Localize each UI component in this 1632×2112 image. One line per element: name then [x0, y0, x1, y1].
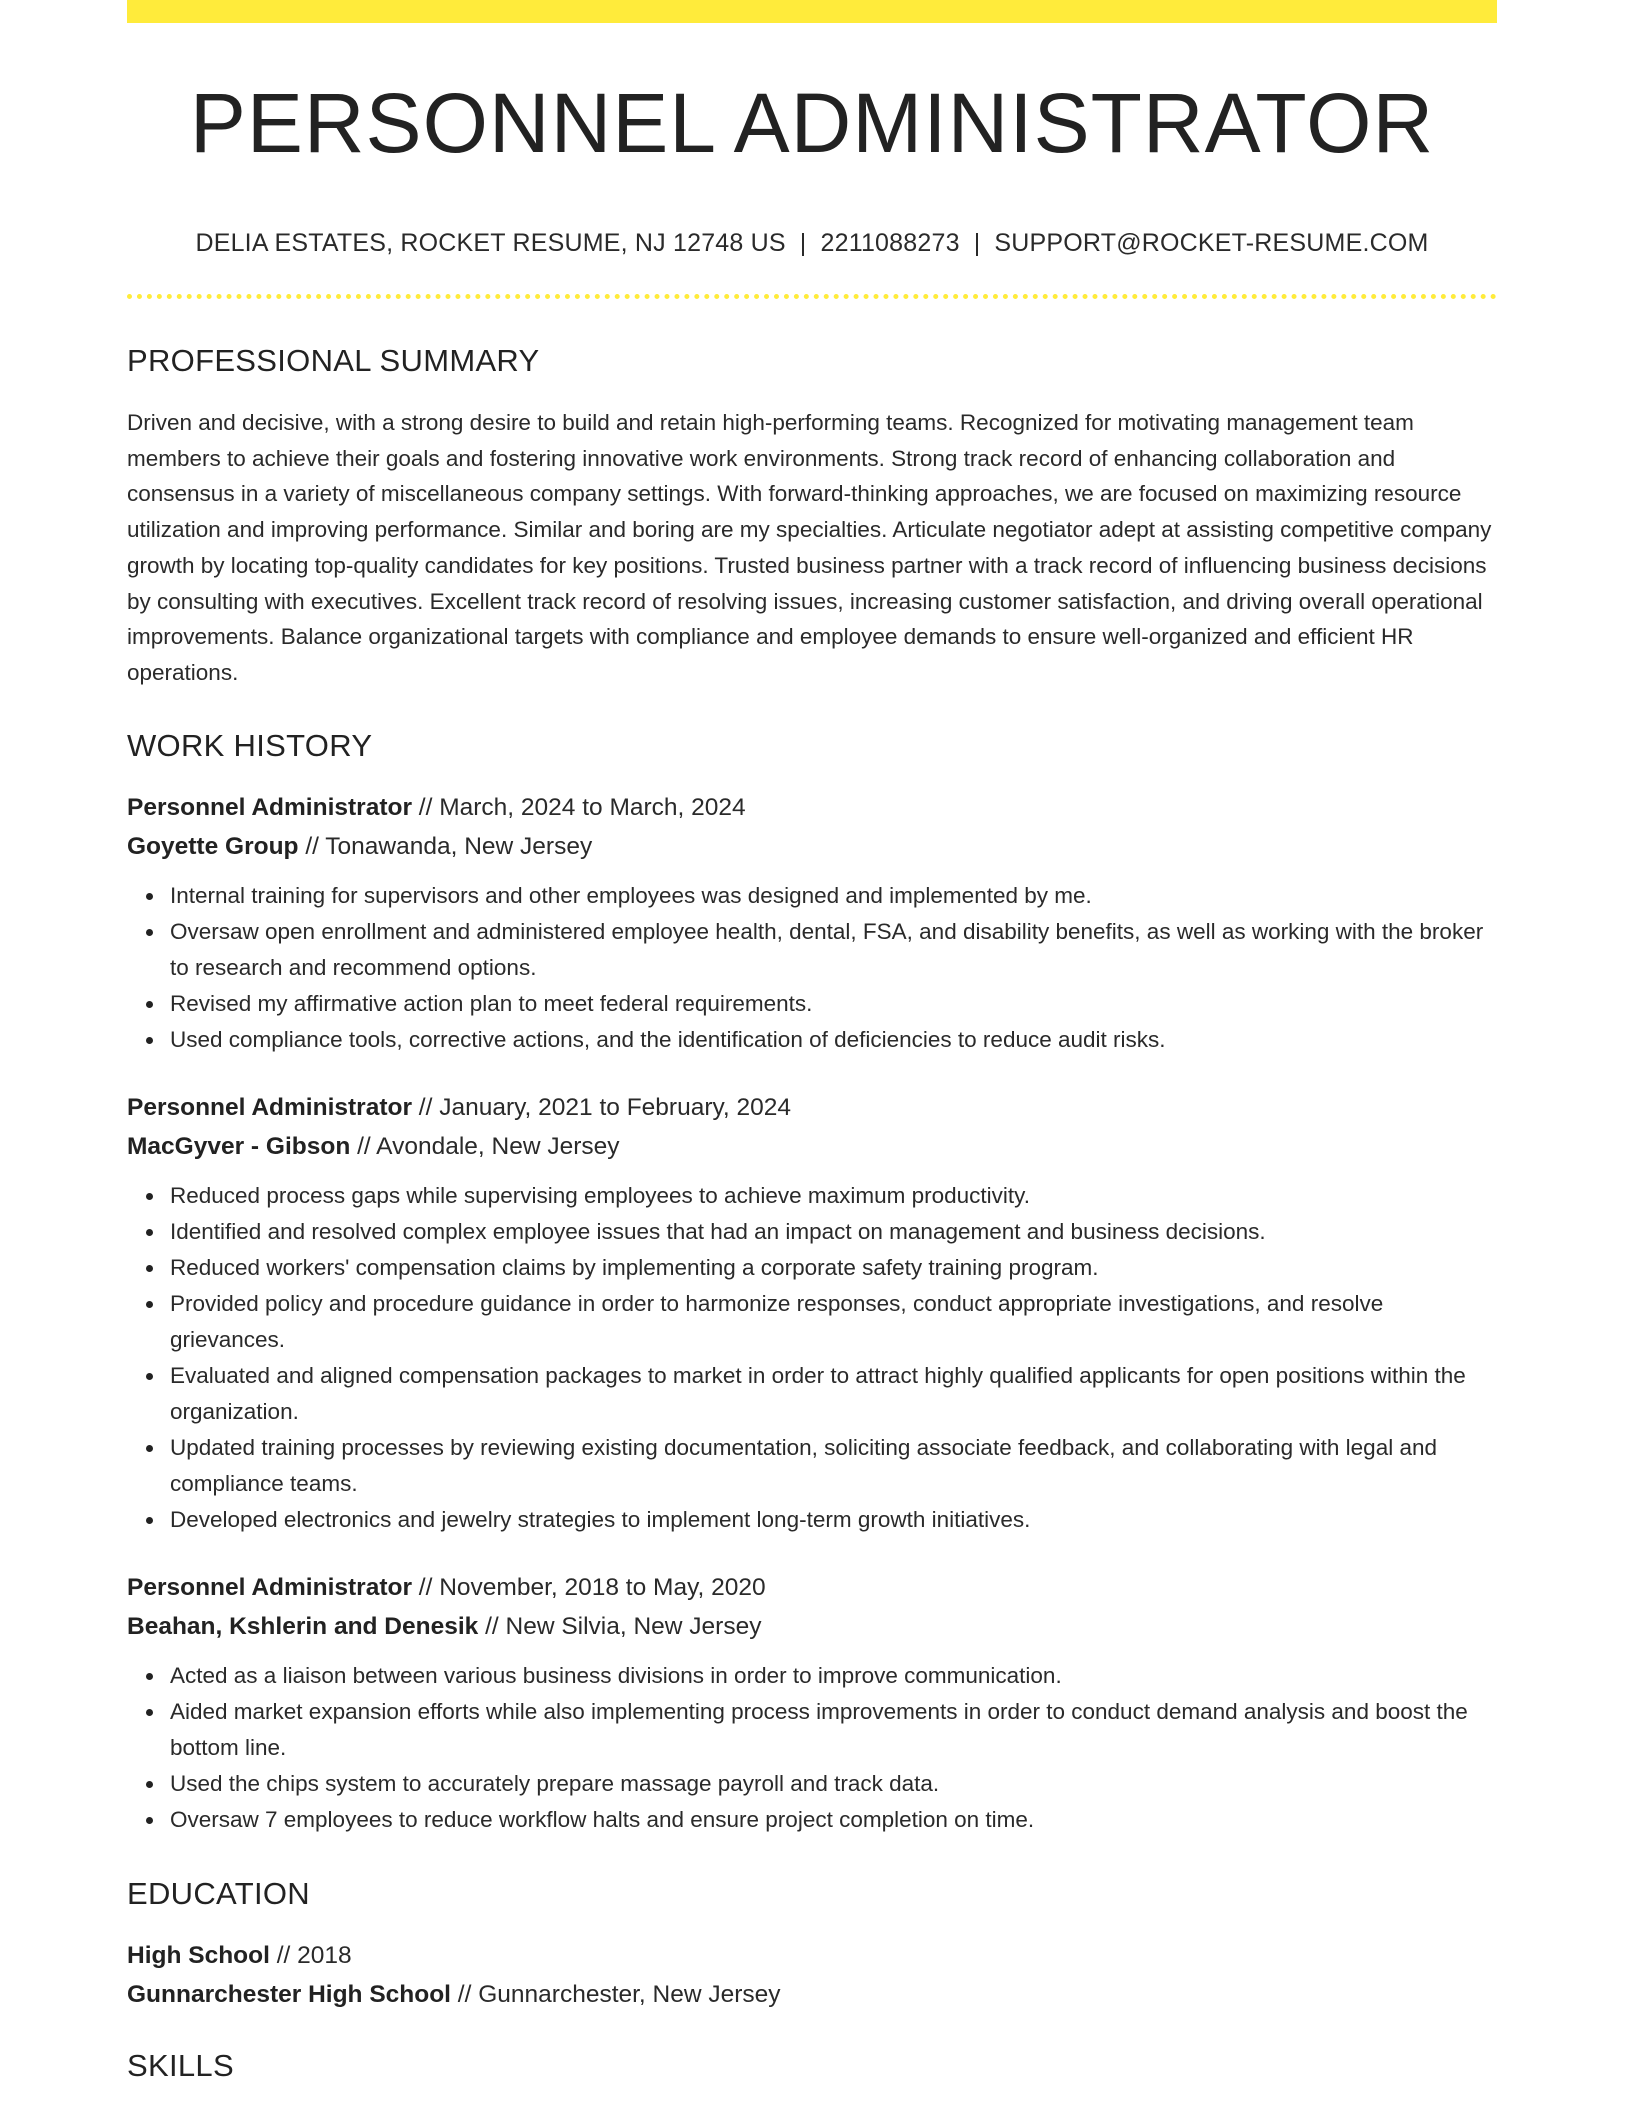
contact-line [127, 229, 1497, 258]
job-location: // Tonawanda, New Jersey [298, 832, 593, 860]
job-dates: // November, 2018 to May, 2020 [411, 1573, 766, 1601]
work-history-heading: WORK HISTORY [127, 727, 373, 763]
job-bullet: Revised my affirmative action plan to meet federal requirements. [170, 986, 1497, 1022]
education-year: // 2018 [269, 1941, 352, 1969]
job-company-line [127, 1607, 1497, 1646]
job-bullet: Aided market expansion efforts while also implementing process improvements in order to conduct demand analysis and boost the bottom line. [170, 1694, 1497, 1766]
job-entry [127, 1568, 1497, 1838]
skills-heading: SKILLS [127, 2047, 234, 2083]
job-location: // New Silvia, New Jersey [478, 1612, 762, 1640]
summary-heading: PROFESSIONAL SUMMARY [127, 343, 540, 378]
contact-email: SUPPORT@ROCKET-RESUME.COM [994, 229, 1429, 257]
job-bullet: Oversaw open enrollment and administered employee health, dental, FSA, and disability benefits, as well as working with the broker to research and recommend options. [170, 914, 1497, 986]
job-bullet: Developed electronics and jewelry strategies to implement long-term growth initiatives. [170, 1502, 1497, 1538]
job-bullet: Identified and resolved complex employee issues that had an impact on management and business decisions. [170, 1214, 1497, 1250]
job-bullet: Used compliance tools, corrective actions, and the identification of deficiencies to reduce audit risks. [170, 1022, 1497, 1058]
job-dates: // January, 2021 to February, 2024 [411, 1093, 792, 1121]
job-company: MacGyver - Gibson [127, 1132, 351, 1160]
job-role: Personnel Administrator [127, 1573, 412, 1601]
job-bullet: Used the chips system to accurately prepare massage payroll and track data. [170, 1766, 1497, 1802]
job-role: Personnel Administrator [127, 1093, 412, 1121]
job-bullet: Provided policy and procedure guidance in order to harmonize responses, conduct appropriate investigations, and resolve grievances. [170, 1286, 1497, 1358]
job-title-line [127, 1568, 1497, 1607]
top-accent-bar [127, 0, 1497, 23]
job-bullet-list [127, 878, 1497, 1058]
summary-text: Driven and decisive, with a strong desire to build and retain high-performing teams. Recognized for motivating management team members to achieve their goals and fostering innovative work environments. Strong track record of enhancing collaboration and consensus in a variety of miscellaneous company settings. With forward-thinking approaches, we are focused on maximizing resource utilization and improving performance. Similar and boring are my specialties. Articulate negotiator adept at assisting competitive company growth by locating top-quality candidates for key positions. Trusted business partner with a track record of influencing business decisions by consulting with executives. Excellent track record of resolving issues, increasing customer satisfaction, and driving overall operational improvements. Balance organizational targets with compliance and employee demands to ensure well-organized and efficient HR operations. [127, 410, 1492, 685]
page-title: PERSONNEL ADMINISTRATOR [189, 76, 1435, 170]
contact-address: DELIA ESTATES, ROCKET RESUME, NJ 12748 US [195, 229, 786, 257]
job-company-line [127, 1127, 1497, 1166]
contact-phone: 2211088273 [820, 229, 960, 257]
job-bullet: Updated training processes by reviewing existing documentation, soliciting associate feedback, and collaborating with legal and compliance teams. [170, 1430, 1497, 1502]
education-school: Gunnarchester High School [127, 1980, 451, 2008]
job-company-line [127, 827, 1497, 866]
education-school-line [127, 1975, 1497, 2014]
work-history-list [127, 788, 1497, 1838]
job-bullet: Reduced workers' compensation claims by implementing a corporate safety training program. [170, 1250, 1497, 1286]
job-location: // Avondale, New Jersey [350, 1132, 620, 1160]
job-entry [127, 788, 1497, 1058]
education-location: // Gunnarchester, New Jersey [451, 1980, 781, 2008]
education-entry [127, 1936, 1497, 2014]
job-company: Goyette Group [127, 832, 299, 860]
job-title-line [127, 788, 1497, 827]
contact-separator: | [799, 229, 807, 257]
job-entry [127, 1088, 1497, 1538]
resume-page [127, 0, 1497, 2084]
job-bullet: Evaluated and aligned compensation packages to market in order to attract highly qualified applicants for open positions within the organization. [170, 1358, 1497, 1430]
contact-separator: | [973, 229, 981, 257]
job-dates: // March, 2024 to March, 2024 [411, 793, 746, 821]
job-bullet: Oversaw 7 employees to reduce workflow halts and ensure project completion on time. [170, 1802, 1497, 1838]
job-bullet: Internal training for supervisors and other employees was designed and implemented by me. [170, 878, 1497, 914]
education-degree: High School [127, 1941, 270, 1969]
job-bullet: Reduced process gaps while supervising employees to achieve maximum productivity. [170, 1178, 1497, 1214]
job-bullet: Acted as a liaison between various business divisions in order to improve communication. [170, 1658, 1497, 1694]
job-company: Beahan, Kshlerin and Denesik [127, 1612, 479, 1640]
education-heading: EDUCATION [127, 1875, 310, 1911]
job-role: Personnel Administrator [127, 793, 412, 821]
job-title-line [127, 1088, 1497, 1127]
job-bullet-list [127, 1658, 1497, 1838]
education-degree-line [127, 1936, 1497, 1975]
job-bullet-list [127, 1178, 1497, 1538]
dotted-divider [127, 294, 1497, 299]
